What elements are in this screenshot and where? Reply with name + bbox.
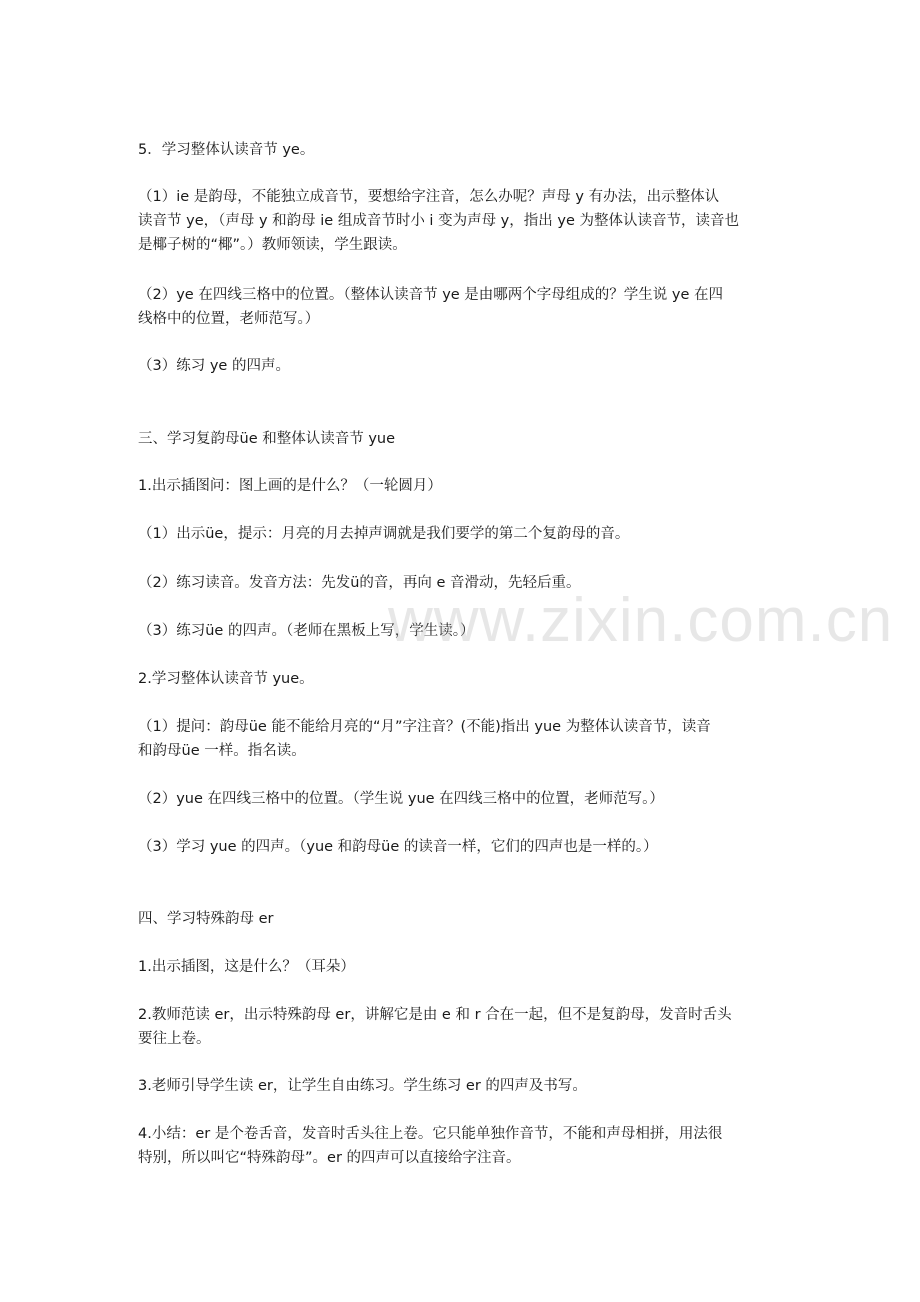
section4-summary: 4.小结：er 是个卷舌音，发音时舌头往上卷。它只能单独作音节，不能和声母相拼，用法很 特别，所以叫它“特殊韵母”。er 的四声可以直接给字注音。 xyxy=(138,1126,723,1166)
section3-step-1-item-1: （1）出示üe，提示：月亮的月去掉声调就是我们要学的第二个复韵母的音。 xyxy=(138,526,630,542)
section3-step-1-item-3: （3）练习üe 的四声。（老师在黑板上写，学生读。） xyxy=(138,623,475,639)
section3-step-1-item-2: （2）练习读音。发音方法：先发ü的音，再向 e 音滑动，先轻后重。 xyxy=(138,575,581,591)
section5-item-2: （2）ye 在四线三格中的位置。（整体认读音节 ye 是由哪两个字母组成的？学生说 ye 在四 线格中的位置，老师范写。） xyxy=(138,287,724,327)
section5-heading: 5．学习整体认读音节 ye。 xyxy=(138,142,315,158)
section3-step-2: 2.学习整体认读音节 yue。 xyxy=(138,671,314,687)
section3-step-2-item-3: （3）学习 yue 的四声。（yue 和韵母üe 的读音一样，它们的四声也是一样的。） xyxy=(138,839,658,855)
section4-heading: 四、学习特殊韵母 er xyxy=(138,911,274,927)
watermark: www.zixin.com.cn xyxy=(388,586,894,655)
section4-step-2: 2.教师范读 er，出示特殊韵母 er，讲解它是由 e 和 r 合在一起，但不是复韵母，发音时舌头 要往上卷。 xyxy=(138,1007,732,1047)
section3-step-1: 1.出示插图问：图上画的是什么？（一轮圆月） xyxy=(138,478,442,494)
section3-step-2-item-2: （2）yue 在四线三格中的位置。（学生说 yue 在四线三格中的位置，老师范写。） xyxy=(138,791,664,807)
section4-step-3: 3.老师引导学生读 er，让学生自由练习。学生练习 er 的四声及书写。 xyxy=(138,1078,587,1094)
section3-step-2-item-1: （1）提问：韵母üe 能不能给月亮的“月”字注音？(不能)指出 yue 为整体认读音节，读音 和韵母üe 一样。指名读。 xyxy=(138,719,711,759)
section5-item-3: （3）练习 ye 的四声。 xyxy=(138,358,290,374)
section3-heading: 三、学习复韵母üe 和整体认读音节 yue xyxy=(138,431,396,447)
section5-item-1: （1）ie 是韵母，不能独立成音节，要想给字注音，怎么办呢？声母 y 有办法，出示整体认 读音节 ye，（声母 y 和韵母 ie 组成音节时小 i 变为声母 y，指出 ye 为整体认读音节，读音也 是椰子树的“椰”。）教师领读，学生跟读。 xyxy=(138,189,739,253)
section4-step-1: 1.出示插图，这是什么？（耳朵） xyxy=(138,959,355,975)
